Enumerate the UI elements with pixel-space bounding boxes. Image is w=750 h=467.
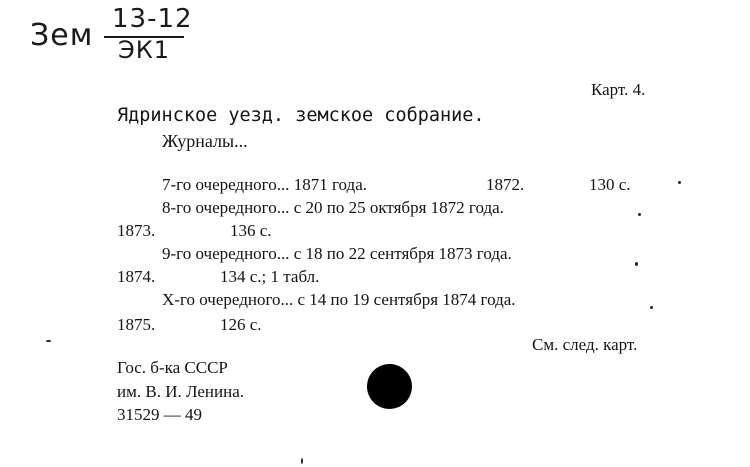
scan-speck — [638, 213, 641, 216]
entry-1-text: 7-го очередного... 1871 года. — [162, 175, 367, 194]
handwritten-prefix: Зем — [30, 18, 94, 53]
entry-2-cont-year: 1873. — [117, 221, 156, 240]
entry-1-pages: 130 с. — [589, 175, 631, 194]
entry-4-text: X-го очередного... с 14 по 19 сентября 1874 года. — [162, 290, 516, 309]
scan-speck — [650, 306, 653, 309]
entry-4-cont-text: 126 с. — [220, 315, 262, 334]
entry-4-cont-year: 1875. — [117, 315, 156, 334]
library-line-1: Гос. б-ка СССР — [117, 358, 228, 377]
library-line-2: им. В. И. Ленина. — [117, 382, 245, 401]
handwritten-denominator: ЭК1 — [118, 36, 171, 64]
entry-3-text: 9-го очередного... с 18 по 22 сентября 1873 года. — [162, 244, 512, 263]
entry-3-cont-text: 134 с.; 1 табл. — [220, 267, 320, 286]
entry-2-cont-text: 136 с. — [230, 221, 272, 240]
entry-1-year: 1872. — [486, 175, 525, 194]
library-line-3: 31529 — 49 — [117, 405, 202, 424]
entry-2-text: 8-го очередного... с 20 по 25 октября 1872 года. — [162, 198, 504, 217]
entry-3-cont-year: 1874. — [117, 267, 156, 286]
scan-speck — [301, 458, 303, 464]
scan-speck — [635, 262, 638, 266]
card-number: Карт. 4. — [591, 80, 646, 99]
scan-speck — [46, 340, 51, 342]
scan-speck — [678, 181, 681, 184]
see-next-card: См. след. карт. — [532, 335, 638, 354]
punch-hole — [367, 364, 412, 409]
heading-subtitle: Журналы... — [162, 131, 248, 151]
heading-title: Ядринское уезд. земское собрание. — [117, 105, 485, 126]
handwritten-numerator: 13-12 — [112, 4, 193, 34]
